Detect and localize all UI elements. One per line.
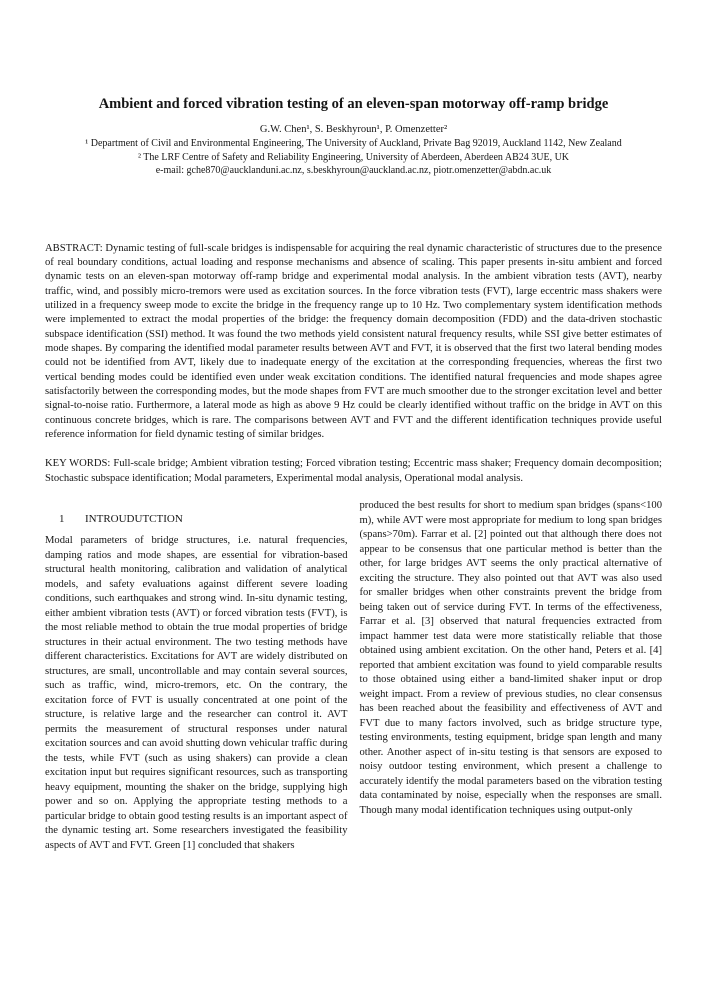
abstract-paragraph: ABSTRACT: Dynamic testing of full-scale bridges is indispensable for acquiring the real dynamic characteristic of structures due to the presence of real boundary conditions, actual loading and response mechanisms and absence of scaling. This paper presents in-situ ambient and forced dynamic tests on an eleven-span motorway off-ramp bridge and experimental modal analysis. In the ambient vibration tests (AVT), nearby traffic, wind, and possibly micro-tremors were used as excitation sources. In the force vibration tests (FVT), large eccentric mass shakers were utilized in a frequency sweep mode to excite the bridge in the frequency range up to 10 Hz. Two complementary system identification methods were implemented to extract the modal properties of the bridge: the frequency domain decomposition (FDD) and the data-driven stochastic subspace identification (SSI) method. It was found the two methods yield consistent natural frequency results, while SSI give better estimates of mode shapes. By comparing the identified modal parameter results between AVT and FVT, it is observed that the first two lateral bending modes could not be identified from AVT, likely due to inadequate energy of the excitation at the corresponding frequencies, whereas the first two vertical bending modes could be identified even under weak excitation conditions. The identified natural frequencies and mode shapes agree satisfactorily between the corresponding modes, but the mode shapes from FVT are much smoother due to the stronger excitation level and better signal-to-noise ratio. Furthermore, a lateral mode as high as above 9 Hz could be clearly identified without traffic on the bridge in AVT on this continuous concrete bridges, which is rare. The comparisons between AVT and FVT and the different identification techniques provide useful reference information for field dynamic testing of similar bridges.: [45, 242, 663, 440]
affiliation-aberdeen: ² The LRF Centre of Safety and Reliability Engineering, University of Aberdeen, Aberdeen AB24 3UE, UK: [137, 151, 570, 163]
right-column-text: produced the best results for short to medium span bridges (spans<100 m), while AVT were most appropriate for medium to long span bridges (spans>70m). Farrar et al. [2] pointed out that although there does not appear to be consensus that one particular method is better than the other, for large bridges AVT seems the only practical alternative of exciting the structure. They also pointed out that AVT was also used for smaller bridges when other constraints prevent the bridge from being taken out of service during FVT. In terms of the effectiveness, Farrar et al. [3] observed that natural frequencies extracted from impact hammer test data were more statistically reliable that those obtained using ambient excitation. On the other hand, Peters et al. [4] reported that ambient excitation was found to yield comparable results to those obtained using either a band-limited shaker input or drop weight impact. From a review of previous studies, no clear consensus has been reached about the feasibility and effectiveness of AVT and FVT due to many factors involved, such as bridge structure type, testing environments, testing equipment, bridge span length and many other. Another aspect of in-situ testing is that sensors are exposed to noisy outdoor testing environment, which present a challenge to accurately identify the modal parameters based on the vibration testing data contaminated by noise, especially when the responses are small. Though many modal identification techniques using output-only: [359, 500, 662, 816]
section-title: INTROUDUTCTION: [85, 513, 183, 525]
affiliation-block: [45, 137, 662, 178]
body-columns: [45, 499, 662, 853]
affiliation-auckland: ¹ Department of Civil and Environmental Engineering, The University of Auckland, Private Bag 92019, Auckland 1142, New Zealand: [85, 138, 622, 149]
email-line: e-mail: gche870@aucklanduni.ac.nz, s.beskhyroun@auckland.ac.nz, piotr.omenzetter@abdn.ac.uk: [155, 165, 552, 176]
author-line: G.W. Chen¹, S. Beskhyroun¹, P. Omenzetter²: [259, 124, 448, 135]
keywords-paragraph: KEY WORDS: Full-scale bridge; Ambient vibration testing; Forced vibration testing; Eccentric mass shaker; Frequency domain decomposition; Stochastic subspace identification; Modal parameters, Experimental modal analysis, Operational modal analysis.: [45, 458, 662, 484]
paper-header: [45, 0, 662, 178]
column-left: [45, 499, 348, 853]
section-number: 1: [59, 513, 65, 525]
section-heading-introduction: [45, 512, 348, 526]
paper-title: Ambient and forced vibration testing of an eleven-span motorway off-ramp bridge: [98, 96, 609, 112]
column-right: [360, 499, 663, 853]
left-column-text: Modal parameters of bridge structures, i.e. natural frequencies, damping ratios and mode shapes, are essential for vibration-based structural health monitoring, calibration and validation of analytical models, and safety evaluations against different severe loading conditions, such earthquakes and strong wind. In-situ dynamic testing, either ambient vibration tests (AVT) or forced vibration tests (FVT), is the most reliable method to obtain the true modal properties of bridge structures in their actual environment. The two testing methods have different characteristics. Excitations for AVT are widely distributed on structures, are small, uncontrollable and may contain several sources, such as traffic, wind, micro-tremors, etc. On the contrary, the excitation force of FVT is usually concentrated at one point of the structure, is relative large and the researcher can control it. AVT permits the measurement of structural responses under natural excitation sources and can avoid shutting down vehicular traffic during the tests, while FVT (such as using shakers) can provide a clean excitation input but requires significant resources, such as transporting heavy equipment, mounting the shaker on the bridge, supplying high power and so on. Applying the appropriate testing methods to a particular bridge to obtain good testing results is an important aspect of the dynamic testing art. Some researchers investigated the feasibility aspects of AVT and FVT. Green [1] concluded that shakers: [45, 535, 348, 851]
